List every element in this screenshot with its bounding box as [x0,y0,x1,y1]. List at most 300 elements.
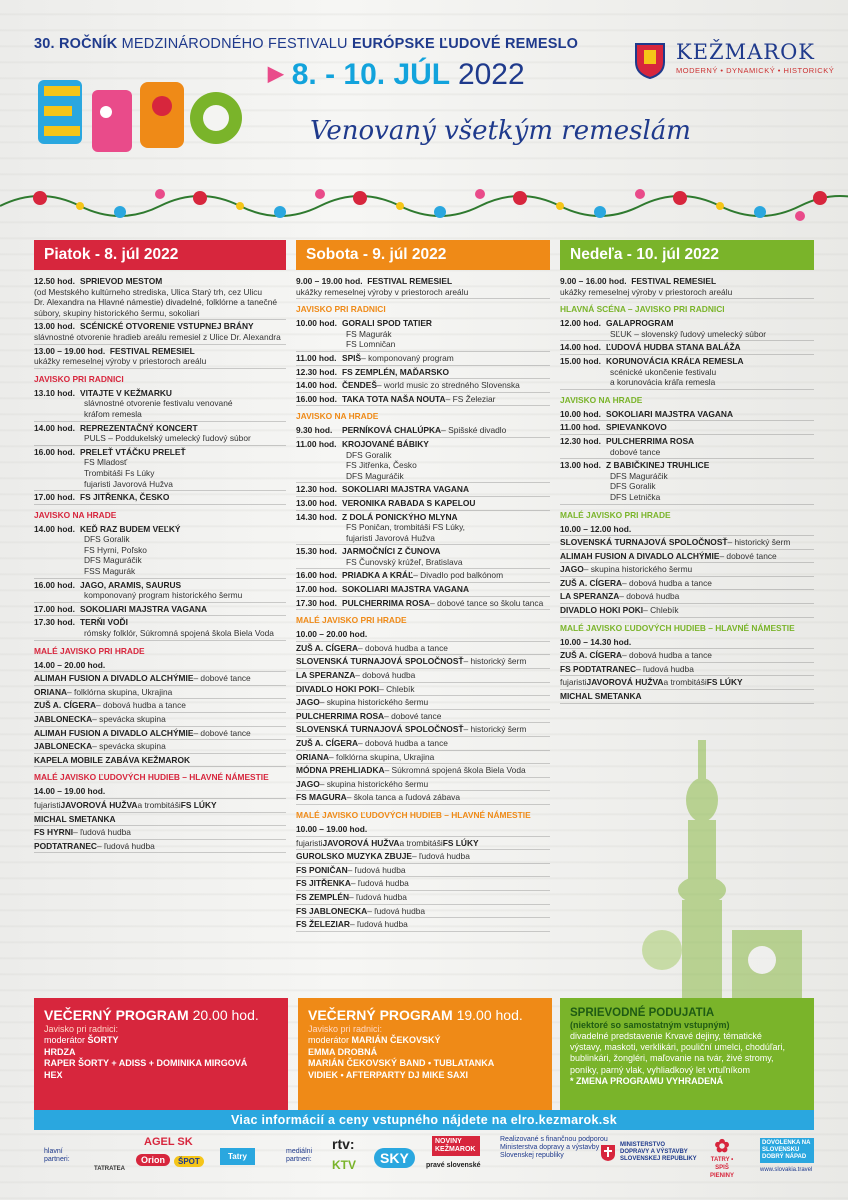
event-time: 16.00 hod. [34,446,75,457]
program-item [296,484,550,497]
event-time: 12.00 hod. [560,318,601,329]
event-note: – dobová hudba a tance [96,700,186,711]
event-note: – Spišské divadlo [441,425,507,436]
event-note: fujaristi [34,799,61,810]
event-name: JAGO [560,564,584,575]
event-detail: rómsky folklór, Súkromná spojená škola Biela Voda [84,628,274,639]
evening-stage: Javisko pri radnici: [308,1024,383,1034]
side-events-title: SPRIEVODNÉ PODUJATIA [570,1007,715,1019]
event-name: SLOVENSKÁ TURNAJOVÁ SPOLOČNOSŤ [560,537,728,548]
event-name: MICHAL SMETANKA [560,691,642,702]
program-list [560,276,814,704]
event-time: 17.00 hod. [34,603,75,614]
event-name: ORIANA [296,751,330,762]
event-name: ČENDEŠ [342,380,377,391]
event-time: 10.00 – 19.00 hod. [296,823,368,834]
event-name: SLOVENSKÁ TURNAJOVÁ SPOLOČNOSŤ [296,656,464,667]
program-list [34,276,286,853]
event-detail: DFS Maguráčik [84,555,142,566]
event-name: TAKA TOTA NAŠA NOUTA [342,393,446,404]
program-item [560,637,814,650]
evening-program-friday [34,998,288,1110]
play-arrow-icon: ▶ [268,63,284,85]
event-note: – dobové tance [193,727,251,738]
event-time: 17.30 hod. [34,617,75,628]
festival-title [34,36,578,52]
program-item [296,394,550,407]
event-name: ZUŠ A. CÍGERA [560,577,623,588]
event-note: a trombitáši [137,799,181,810]
stage-heading: JAVISKO NA HRADE [34,509,117,520]
event-detail: ukážky remeselnej výroby v priestoroch areálu [34,356,207,367]
program-item [296,892,550,905]
event-note: – world music zo stredného Slovenska [376,380,520,391]
program-item [560,564,814,577]
noviny-kezmarok-logo: NOVINY KEŽMAROK [432,1136,480,1156]
event-detail: fujaristi Javorová Hužva [346,532,435,543]
program-item [296,546,550,569]
event-name: PRELEŤ VTÁČKU PRELEŤ [80,446,186,457]
edition-label: 30. ROČNÍK [34,36,118,52]
program-item [560,422,814,435]
evening-act: EMMA DROBNÁ [308,1046,378,1057]
program-item [34,755,286,768]
event-detail: DFS Letnička [610,491,661,502]
event-time: 17.00 hod. [296,584,337,595]
event-detail: (od Mestského kultúrneho strediska, Ulica Starý trh, cez Ulicu [34,286,263,297]
event-note: – dobové tance [193,673,251,684]
event-name: ORIANA [34,686,68,697]
event-note: – ľudová hudba [347,864,406,875]
event-time: 10.00 hod. [560,408,601,419]
program-item [296,439,550,483]
event-note: – dobová hudba [355,670,416,681]
event-note: a trombitáši [663,677,707,688]
event-detail: DFS Maguráčik [610,470,668,481]
event-time: 11.00 hod. [296,438,337,449]
program-item [296,367,550,380]
rtv-logo: rtv: [332,1136,355,1152]
stage-heading: MALÉ JAVISKO PRI HRADE [296,615,407,626]
event-note: a trombitáši [399,837,443,848]
program-item [34,841,286,854]
event-detail: FS Mladosť [84,457,128,468]
event-name: FS ZEMPLÉN [296,891,350,902]
event-time: 14.00 hod. [296,380,337,391]
evening-act: HEX [44,1069,63,1080]
event-time: 9.00 – 16.00 hod. [560,276,627,286]
event-name: PULCHERRIMA ROSA [296,710,385,721]
program-item [34,741,286,754]
event-detail: FS Hyrni, Poľsko [84,544,147,555]
stage-heading: MALÉ JAVISKO PRI HRADE [34,645,145,656]
event-name: FS JITŘENKA, ČESKO [80,492,170,503]
event-name: ALIMAH FUSION A DIVADLO ALCHÝMIE [560,550,720,561]
event-time: 14.00 hod. [34,422,75,433]
agel-logo: AGEL SK [144,1136,193,1148]
program-list [296,276,550,932]
program-item [34,447,286,491]
event-name: Z BABIČKINEJ TRUHLICE [606,460,710,471]
event-detail: fujaristi Javorová Hužva [84,478,173,489]
event-note: – spevácka skupina [92,714,166,724]
event-note: – skupina historického šermu [583,564,693,575]
event-name: Z DOLÁ PONICKÝHO MLYNA [342,511,458,522]
event-note: – skupina historického šermu [319,778,429,789]
event-detail: FS Poničan, trombitáši FS Lúky, [346,522,465,533]
event-name: FS MAGURA [296,792,347,803]
program-item [560,591,814,604]
program-item [34,524,286,579]
program-item [560,409,814,422]
event-name: FS ŽELEZIAR [296,919,350,930]
event-time: 9.30 hod. [296,425,333,436]
event-name: TERŇI VOĎI [80,617,128,628]
evening-act: MARIÁN ČEKOVSKÝ BAND • TUBLATANKA [308,1058,495,1068]
festival-subtitle: MEDZINÁRODNÉHO FESTIVALU [121,36,348,52]
program-item [560,650,814,663]
motto: Venovaný všetkým remeslám [310,116,691,146]
event-name: FS ZEMPLÉN, MAĎARSKO [342,366,450,377]
flower-icon: ✿ [714,1136,730,1156]
dovolenka-logo: DOVOLENKA NA SLOVENSKU DOBRÝ NÁPAD [760,1138,814,1163]
event-name: SPIŠ [342,352,362,363]
program-item [296,752,550,765]
program-item [296,584,550,597]
event-detail: Trombitáši Fs Lúky [84,467,155,478]
event-name: JAGO [296,697,320,708]
event-name: ALIMAH FUSION A DIVADLO ALCHÝMIE [34,673,194,684]
event-note: – folklórna skupina, Ukrajina [67,686,173,697]
tatry-spis-logo: ✿ TATRY • SPIŠ PIENINY [704,1136,740,1180]
event-note: – Chlebík [379,683,415,694]
stage-heading: JAVISKO PRI RADNICI [296,304,386,315]
year: 2022 [457,58,525,91]
media-partners-label: mediálni partneri: [286,1148,313,1163]
event-name: LA SPERANZA [560,591,620,602]
partners-bar [34,1136,814,1186]
side-events-box [560,998,814,1110]
program-item [296,570,550,583]
program-item [560,664,814,677]
event-name: MÓDNA PREHLIADKA [296,765,385,776]
event-detail: SĽUK – slovenský ľudový umelecký súbor [610,328,767,339]
event-note: – ľudová hudba [636,663,694,674]
event-name: GUROLSKO MUZYKA ZBUJE [296,851,413,862]
program-item [34,673,286,686]
event-name: KEĎ RAZ BUDEM VEĽKÝ [80,523,181,534]
event-detail: scénické ukončenie festivalu [610,366,717,377]
event-detail: FS Jitřenka, Česko [346,460,417,471]
event-name: FS JITŘENKA [296,878,351,889]
event-name: ZUŠ A. CÍGERA [560,650,623,661]
program-item [296,629,550,642]
program-item [34,660,286,673]
event-time: 16.00 hod. [34,579,75,590]
event-time: 10.00 – 12.00 hod. [560,523,632,534]
event-note: – dobové tance so školu tanca [430,597,544,608]
slovak-coat-of-arms-icon [600,1144,616,1162]
event-note: – ľudová hudba [350,878,409,889]
event-name: JAVOROVÁ HUŽVA [322,837,400,848]
event-name: SOKOLIARI MAJSTRA VAGANA [342,484,470,495]
event-name: FS LÚKY [706,677,743,688]
program-item [296,498,550,511]
program-item [296,711,550,724]
program-item [560,551,814,564]
event-time: 15.00 hod. [560,355,601,366]
event-name: ĽUDOVÁ HUDBA STANA BALÁŽA [606,342,741,353]
event-note: – folklórna skupina, Ukrajina [329,751,435,762]
event-name: FESTIVAL REMESIEL [631,276,717,286]
program-item [560,276,814,299]
program-item [296,512,550,546]
event-name: SOKOLIARI MAJSTRA VAGANA [342,584,470,595]
event-time: 14.00 hod. [34,523,75,534]
stage-heading: HLAVNÁ SCÉNA – JAVISKO PRI RADNICI [560,304,725,315]
event-note: – spevácka skupina [92,741,166,752]
event-time: 17.00 hod. [34,492,75,503]
event-time: 13.00 hod. [296,497,337,508]
event-time: 12.30 hod. [296,484,337,495]
event-name: DIVADLO HOKI POKI [560,605,644,616]
event-time: 10.00 – 14.30 hod. [560,636,632,647]
program-item [34,346,286,369]
event-name: DIVADLO HOKI POKI [296,683,380,694]
stage-heading: MALÉ JAVISKO ĽUDOVÝCH HUDIEB – HLAVNÉ NÁMESTIE [296,809,531,820]
event-note: – ľudová hudba [349,919,408,930]
change-notice: * ZMENA PROGRAMU VYHRADENÁ [570,1075,724,1086]
event-detail: slávnostné otvorenie festivalu venované [84,398,233,409]
program-item [560,318,814,341]
evening-lines [44,1035,278,1081]
event-detail: súbory, skupiny historického šermu, sokoliari [34,307,200,318]
tatratea-logo: TATRATEA [94,1166,125,1172]
program-item [560,537,814,550]
program-item [34,276,286,320]
stage-heading: JAVISKO NA HRADE [560,394,643,405]
event-time: 14.30 hod. [296,511,337,522]
event-note: – ľudová hudba [349,891,407,902]
evening-act: moderátor MARIÁN ČEKOVSKÝ [308,1035,441,1045]
event-note: – škola tanca a ľudová zábava [346,792,460,803]
program-item [34,800,286,813]
program-item [34,423,286,446]
event-name: FS HYRNI [34,827,74,838]
sky-logo: SKY [374,1148,415,1168]
program-item [34,687,286,700]
program-item [296,598,550,611]
evening-lines [308,1035,542,1081]
program-item [34,604,286,617]
event-time: 11.00 hod. [296,352,337,363]
event-time: 11.00 hod. [560,422,601,433]
event-note: – FS Železiar [445,393,496,404]
evening-stage: Javisko pri radnici: [44,1024,119,1034]
program-item [34,728,286,741]
event-name: ALIMAH FUSION A DIVADLO ALCHÝMIE [34,727,194,738]
main-partners-label: hlavní partneri: [44,1148,70,1163]
event-name: REPREZENTAČNÝ KONCERT [80,422,198,433]
program-item [296,276,550,299]
event-time: 17.30 hod. [296,597,337,608]
evening-act: moderátor ŠORTY [44,1035,119,1045]
event-note: – skupina historického šermu [319,697,429,708]
folk-ornament-border [0,176,848,232]
event-time: 13.10 hod. [34,387,75,398]
info-banner-link[interactable]: Viac informácií a ceny vstupného nájdete na elro.kezmarok.sk [34,1110,814,1130]
program-item [34,321,286,344]
event-note: fujaristi [560,677,587,688]
program-item [296,656,550,669]
event-time: 13.00 hod. [34,321,75,332]
program-item [296,838,550,851]
funding-note: Realizované s finančnou podporou Ministerstva dopravy a výstavby Slovenskej republiky [500,1136,608,1159]
event-note: fujaristi [296,837,323,848]
event-time: 14.00 – 19.00 hod. [34,786,106,797]
event-time: 10.00 – 20.00 hod. [296,629,368,640]
event-name: KORUNOVÁCIA KRÁĽA REMESLA [606,355,744,366]
event-name: FS LÚKY [180,799,217,810]
event-detail: DFS Maguráčik [346,470,404,481]
event-detail: ukážky remeselnej výroby v priestoroch areálu [296,286,469,297]
day-header: Nedeľa - 10. júl 2022 [560,240,814,270]
program-item [34,700,286,713]
day-header: Piatok - 8. júl 2022 [34,240,286,270]
event-time: 16.00 hod. [296,570,337,581]
side-events-subtitle: (niektoré so samostatným vstupným) [570,1020,730,1030]
event-note: – dobové tance [384,710,442,721]
event-detail: FS Čunovský krúžeľ, Bratislava [346,556,463,567]
program-item [34,580,286,603]
event-name: PULCHERRIMA ROSA [342,597,431,608]
ministry-logo: MINISTERSTVO DOPRAVY A VÝSTAVBY SLOVENSKEJ REPUBLIKY [620,1142,697,1162]
event-name: KAPELA MOBILE ZABÁVA KEŽMAROK [34,754,191,765]
program-item [296,779,550,792]
event-note: – historický šerm [727,537,791,548]
stage-heading: MALÉ JAVISKO ĽUDOVÝCH HUDIEB – HLAVNÉ NÁMESTIE [560,622,795,633]
event-name: FESTIVAL REMESIEL [109,345,195,356]
event-note: – ľudová hudba [412,851,470,862]
event-name: JAVOROVÁ HUŽVA [586,677,664,688]
event-detail: a korunovácia kráľa remesla [610,377,716,388]
event-name: JAGO [296,778,320,789]
program-item [560,436,814,459]
orion-logo: Orion [136,1154,170,1166]
evening-act: HRDZA [44,1046,76,1057]
program-item [296,792,550,805]
event-name: GORALI SPOD TATIER [342,318,432,329]
event-time: 9.00 – 19.00 hod. [296,276,363,286]
stage-heading: MALÉ JAVISKO ĽUDOVÝCH HUDIEB – HLAVNÉ NÁMESTIE [34,772,269,783]
event-name: PODTATRANEC [34,840,97,851]
event-name: PRIADKA A KRÁĽ [342,570,414,581]
day-column-saturday [296,240,550,933]
program-item [34,786,286,799]
slovakia-travel-link[interactable]: www.slovakia.travel [760,1167,813,1173]
event-name: KROJOVANÉ BÁBIKY [342,438,429,449]
event-name: GALAPROGRAM [606,318,674,329]
event-note: – historický šerm [463,724,527,735]
festival-dates [268,58,525,92]
event-time: 12.30 hod. [296,366,337,377]
event-time: 10.00 hod. [296,318,337,329]
tatry-logo: Tatry [220,1148,255,1165]
program-item [296,380,550,393]
event-detail: FSS Magurák [84,566,136,577]
event-name: SOKOLIARI MAJSTRA VAGANA [80,603,208,614]
program-item [296,684,550,697]
event-name: FS JABLONECKA [296,905,368,916]
event-time: 14.00 hod. [560,342,601,353]
program-item [296,724,550,737]
event-time: 13.00 hod. [560,460,601,471]
event-note: – komponovaný program [361,352,454,363]
program-item [34,388,286,422]
town-hall-tower-illustration [612,730,812,1000]
program-item [296,353,550,366]
event-time: 16.00 hod. [296,393,337,404]
stage-heading: JAVISKO NA HRADE [296,411,379,422]
event-detail: komponovaný program historického šermu [84,590,243,601]
evening-title: VEČERNÝ PROGRAM 20.00 hod. [44,1007,259,1023]
event-detail: PULS – Poddukelský umelecký ľudový súbor [84,433,251,444]
event-note: – Divadlo pod balkónom [413,570,504,581]
event-note: – dobová hudba a tance [358,642,448,653]
event-note: – dobová hudba [619,591,680,602]
program-item [296,878,550,891]
stage-heading: MALÉ JAVISKO PRI HRADE [560,509,671,520]
event-note: – dobové tance [719,550,777,561]
evening-act: VIDIEK • AFTERPARTY DJ MIKE SAXI [308,1069,469,1080]
side-events-text: divadelné predstavenie Krvavé dejiny, tématické výstavy, maskoti, verklikári, pouliční umelci, chodúľari, bublinkári, žongléri, maľovanie na tvár, živé stromy, poníky, parný vlak, vyhliadkový let vrtuľníkom [570,1031,786,1075]
event-name: FESTIVAL REMESIEL [367,276,453,286]
event-note: – dobová hudba a tance [358,738,448,748]
event-note: – Súkromná spojená škola Biela Voda [384,765,526,776]
program-item [296,738,550,751]
day-column-sunday [560,240,814,705]
event-name: JABLONECKA [34,741,93,752]
event-detail: DFS Goralik [84,534,130,545]
event-name: PERNÍKOVÁ CHALÚPKA [342,425,442,436]
program-item [560,356,814,390]
event-note: – ľudová hudba [367,905,426,916]
event-name: ZUŠ A. CÍGERA [296,642,359,653]
program-item [296,824,550,837]
event-time: 12.50 hod. [34,276,75,286]
program-item [296,906,550,919]
event-time: 15.30 hod. [296,546,337,557]
event-note: – ľudová hudba [96,840,155,851]
program-item [560,691,814,704]
event-detail: ukážky remeselnej výroby v priestoroch areálu [560,286,733,297]
event-name: JAVOROVÁ HUŽVA [60,799,138,810]
event-time: 13.00 – 19.00 hod. [34,345,106,356]
evening-act: RAPER ŠORTY + ADISS + DOMINIKA MIRGOVÁ [44,1058,248,1068]
program-item [560,460,814,504]
event-name: VITAJTE V KEŽMARKU [80,387,172,398]
program-item [34,617,286,640]
event-note: – dobová hudba a tance [622,650,712,661]
event-name: SPRIEVOD MESTOM [80,276,163,286]
event-name: JABLONECKA [34,714,93,724]
program-item [296,318,550,352]
program-item [34,714,286,727]
event-name: ZUŠ A. CÍGERA [34,700,97,711]
program-item [560,342,814,355]
date-range: 8. - 10. JÚL [291,58,450,91]
event-note: – dobová hudba a tance [622,577,712,588]
